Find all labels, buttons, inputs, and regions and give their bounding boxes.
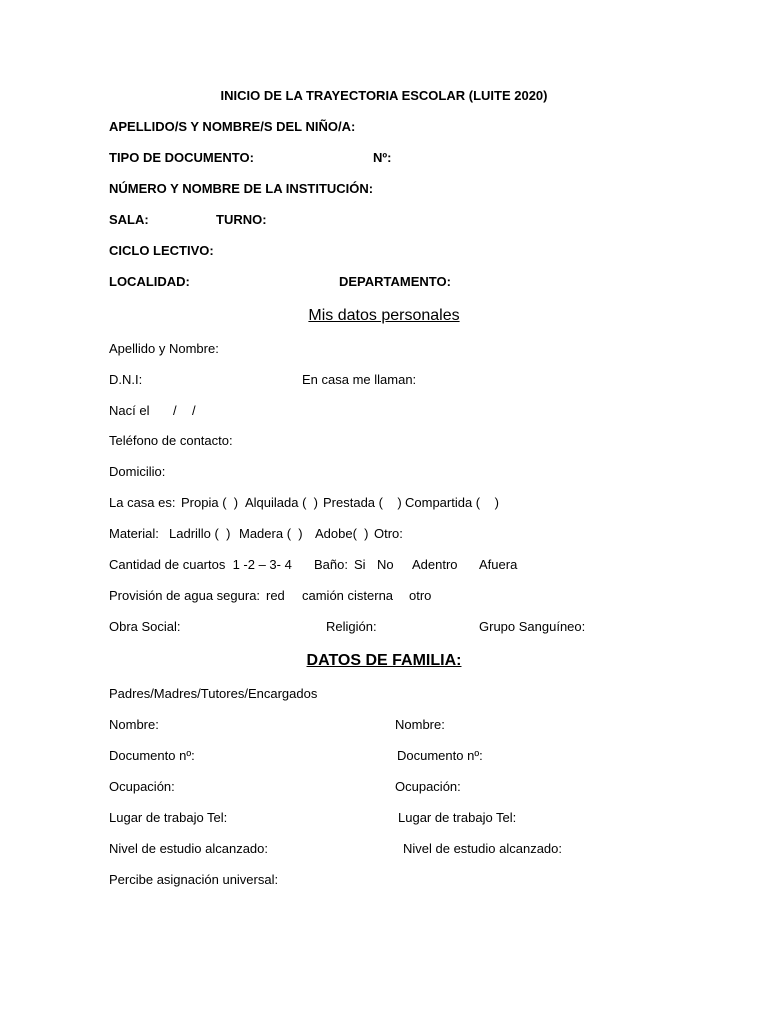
water-option-red: red xyxy=(266,588,285,603)
nickname-label: En casa me llaman: xyxy=(302,372,417,387)
guardian-2-name-label: Nombre: xyxy=(395,717,445,732)
material-option-adobe: Adobe( ) xyxy=(315,526,369,541)
phone-label: Teléfono de contacto: xyxy=(109,433,233,448)
guardian-1-education-label: Nivel de estudio alcanzado: xyxy=(109,841,268,856)
guardian-2-education-label: Nivel de estudio alcanzado: xyxy=(403,841,562,856)
house-option-propia: Propia ( ) xyxy=(181,495,239,510)
insurance-label: Obra Social: xyxy=(109,619,181,634)
water-option-otro: otro xyxy=(409,588,432,603)
house-option-compartida: Compartida ( ) xyxy=(405,495,499,510)
house-option-alquilada: Alquilada ( ) xyxy=(245,495,318,510)
water-supply-label: Provisión de agua segura: xyxy=(109,588,261,603)
departamento-label: DEPARTAMENTO: xyxy=(339,274,451,289)
religion-label: Religión: xyxy=(326,619,377,634)
house-type-label: La casa es: xyxy=(109,495,176,510)
guardian-2-workplace-label: Lugar de trabajo Tel: xyxy=(398,810,517,825)
birth-date-slash: / xyxy=(173,403,177,418)
doc-type-label: TIPO DE DOCUMENTO: xyxy=(109,150,254,165)
sala-label: SALA: xyxy=(109,212,149,227)
address-label: Domicilio: xyxy=(109,464,166,479)
material-option-otro: Otro: xyxy=(374,526,403,541)
water-option-cisterna: camión cisterna xyxy=(302,588,394,603)
guardians-label: Padres/Madres/Tutores/Encargados xyxy=(109,686,318,701)
institution-label: NÚMERO Y NOMBRE DE LA INSTITUCIÓN: xyxy=(109,181,374,196)
bathroom-option-adentro: Adentro xyxy=(412,557,458,572)
house-option-prestada: Prestada ( ) xyxy=(323,495,402,510)
dni-label: D.N.I: xyxy=(109,372,143,387)
full-name-label: Apellido y Nombre: xyxy=(109,341,219,356)
bathroom-option-si: Si xyxy=(354,557,366,572)
universal-allowance-label: Percibe asignación universal: xyxy=(109,872,279,887)
child-names-label: APELLIDO/S Y NOMBRE/S DEL NIÑO/A: xyxy=(109,119,356,134)
guardian-1-workplace-label: Lugar de trabajo Tel: xyxy=(109,810,228,825)
guardian-1-occupation-label: Ocupación: xyxy=(109,779,175,794)
guardian-2-occupation-label: Ocupación: xyxy=(395,779,461,794)
birth-date-slash: / xyxy=(192,403,196,418)
material-option-madera: Madera ( ) xyxy=(239,526,303,541)
document-title: INICIO DE LA TRAYECTORIA ESCOLAR (LUITE 2020) xyxy=(220,88,548,103)
guardian-2-document-label: Documento nº: xyxy=(397,748,483,763)
bathroom-option-afuera: Afuera xyxy=(479,557,518,572)
rooms-label: Cantidad de cuartos 1 -2 – 3- 4 xyxy=(109,557,292,572)
material-label: Material: xyxy=(109,526,159,541)
turno-label: TURNO: xyxy=(216,212,267,227)
doc-number-label: Nº: xyxy=(373,150,392,165)
bathroom-label: Baño: xyxy=(314,557,348,572)
guardian-1-document-label: Documento nº: xyxy=(109,748,195,763)
ciclo-lectivo-label: CICLO LECTIVO: xyxy=(109,243,214,258)
bathroom-option-no: No xyxy=(377,557,394,572)
birth-date-label: Nací el xyxy=(109,403,150,418)
material-option-ladrillo: Ladrillo ( ) xyxy=(169,526,231,541)
family-data-heading: DATOS DE FAMILIA: xyxy=(306,652,462,669)
blood-type-label: Grupo Sanguíneo: xyxy=(479,619,586,634)
guardian-1-name-label: Nombre: xyxy=(109,717,159,732)
personal-data-heading: Mis datos personales xyxy=(308,307,460,324)
localidad-label: LOCALIDAD: xyxy=(109,274,190,289)
